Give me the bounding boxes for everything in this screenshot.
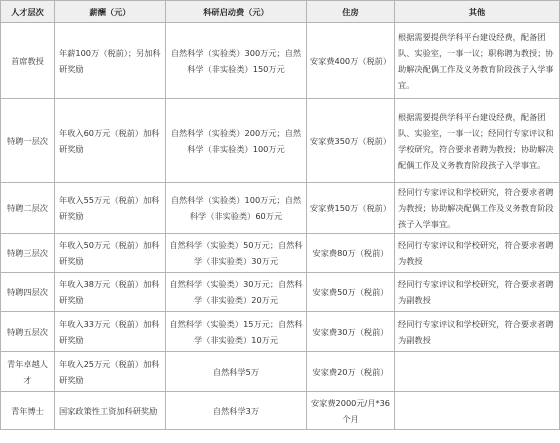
cell-research-fund: 自然科学（实验类）50万元；自然科学（非实验类）30万元 <box>166 234 307 273</box>
cell-housing: 安家费50万（税前） <box>307 273 395 312</box>
cell-other <box>395 352 560 392</box>
table-row <box>1 234 560 273</box>
cell-level: 特聘三层次 <box>1 234 55 273</box>
table-row <box>1 99 560 183</box>
cell-housing: 安家费20万（税前） <box>307 352 395 392</box>
header-row <box>1 1 560 23</box>
cell-level: 首席教授 <box>1 23 55 99</box>
header-research-fund: 科研启动费（元） <box>166 1 307 23</box>
table-row <box>1 312 560 352</box>
cell-other: 经同行专家评议和学校研究，符合要求者聘为副教授 <box>395 312 560 352</box>
cell-other: 经同行专家评议和学校研究，符合要求者聘为副教授 <box>395 273 560 312</box>
cell-level: 特聘二层次 <box>1 183 55 234</box>
cell-housing: 安家费2000元/月*36个月 <box>307 392 395 430</box>
table-row <box>1 352 560 392</box>
cell-level: 特聘一层次 <box>1 99 55 183</box>
cell-salary: 年收入25万元（税前）加科研奖励 <box>55 352 166 392</box>
cell-research-fund: 自然科学（实验类）200万元；自然科学（非实验类）100万元 <box>166 99 307 183</box>
table-row <box>1 23 560 99</box>
table-row <box>1 183 560 234</box>
cell-research-fund: 自然科学（实验类）300万元；自然科学（非实验类）150万元 <box>166 23 307 99</box>
cell-salary: 年薪100万（税前）；另加科研奖励 <box>55 23 166 99</box>
cell-research-fund: 自然科学3万 <box>166 392 307 430</box>
cell-level: 青年卓越人才 <box>1 352 55 392</box>
cell-level: 特聘四层次 <box>1 273 55 312</box>
cell-other: 经同行专家评议和学校研究，符合要求者聘为教授；协助解决配偶工作及义务教育阶段孩子入学事宜。 <box>395 183 560 234</box>
cell-research-fund: 自然科学（实验类）15万元；自然科学（非实验类）10万元 <box>166 312 307 352</box>
header-level: 人才层次 <box>1 1 55 23</box>
cell-salary: 年收入33万元（税前）加科研奖励 <box>55 312 166 352</box>
cell-research-fund: 自然科学（实验类）30万元；自然科学（非实验类）20万元 <box>166 273 307 312</box>
cell-other: 根据需要提供学科平台建设经费，配备团队、实验室，一事一议；经同行专家评议和学校研究，符合要求者聘为教授；协助解决配偶工作及义务教育阶段孩子入学事宜。 <box>395 99 560 183</box>
cell-research-fund: 自然科学5万 <box>166 352 307 392</box>
table-row <box>1 273 560 312</box>
header-housing: 住房 <box>307 1 395 23</box>
cell-housing: 安家费350万（税前） <box>307 99 395 183</box>
cell-salary: 年收入50万元（税前）加科研奖励 <box>55 234 166 273</box>
table-row <box>1 392 560 430</box>
cell-level: 青年博士 <box>1 392 55 430</box>
cell-research-fund: 自然科学（实验类）100万元；自然科学（非实验类）60万元 <box>166 183 307 234</box>
cell-level: 特聘五层次 <box>1 312 55 352</box>
header-salary: 薪酬（元） <box>55 1 166 23</box>
cell-housing: 安家费80万（税前） <box>307 234 395 273</box>
cell-other: 经同行专家评议和学校研究，符合要求者聘为教授 <box>395 234 560 273</box>
table-body <box>1 23 560 430</box>
header-other: 其他 <box>395 1 560 23</box>
table-header <box>1 1 560 23</box>
cell-salary: 国家政策性工资加科研奖励 <box>55 392 166 430</box>
cell-salary: 年收入60万元（税前）加科研奖励 <box>55 99 166 183</box>
cell-housing: 安家费150万（税前） <box>307 183 395 234</box>
cell-other: 根据需要提供学科平台建设经费，配备团队、实验室，一事一议；职称聘为教授；协助解决配偶工作及义务教育阶段孩子入学事宜。 <box>395 23 560 99</box>
cell-other <box>395 392 560 430</box>
cell-salary: 年收入38万元（税前）加科研奖励 <box>55 273 166 312</box>
cell-housing: 安家费30万（税前） <box>307 312 395 352</box>
cell-housing: 安家费400万（税前） <box>307 23 395 99</box>
cell-salary: 年收入55万元（税前）加科研奖励 <box>55 183 166 234</box>
